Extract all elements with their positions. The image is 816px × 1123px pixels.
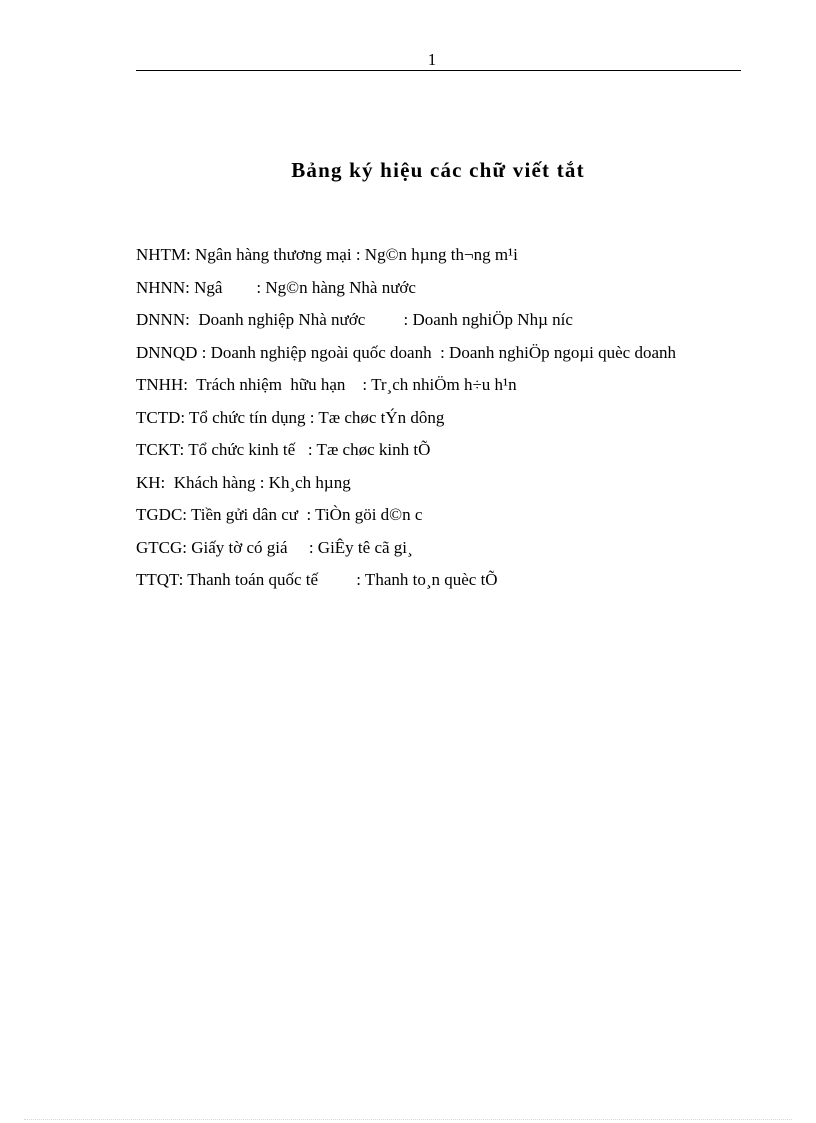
abbreviation-text: Ngâ : Ng©n hàng Nhà nước: [189, 277, 416, 297]
abbreviation-code: NHTM:: [136, 245, 191, 264]
abbreviation-text: Tiền gửi dân cư : TiÒn göi d©n c: [187, 505, 423, 524]
abbreviation-code: TTQT:: [136, 570, 184, 589]
header-rule: [136, 70, 741, 71]
abbreviation-item: [136, 304, 716, 337]
abbreviation-item: [136, 434, 716, 467]
abbreviation-item: [136, 499, 716, 532]
abbreviation-item: [136, 239, 716, 272]
abbreviation-text: Doanh nghiệp Nhà nước : Doanh nghiÖp Nhµ níc: [189, 310, 573, 329]
abbreviation-item: [136, 272, 716, 305]
abbreviation-text: Thanh toán quốc tế : Thanh to¸n quèc tÕ: [183, 570, 498, 589]
abbreviation-text: Tổ chức tín dụng : Tæ chøc tÝn dông: [185, 407, 445, 427]
abbreviation-text: Trách nhiệm hữu hạn : Tr¸ch nhiÖm h÷u h¹n: [187, 375, 517, 394]
document-title: Bảng ký hiệu các chữ viết tắt: [291, 158, 585, 182]
page-number: 1: [427, 50, 437, 69]
abbreviation-item: [136, 564, 716, 597]
abbreviation-text: Ngân hàng thương mại : Ng©n hµng th¬ng m¹i: [190, 245, 518, 264]
abbreviation-text: Tổ chức kinh tế : Tæ chøc kinh tÕ: [184, 440, 431, 459]
abbreviation-item: [136, 369, 716, 402]
abbreviation-code: GTCG:: [136, 537, 187, 557]
abbreviation-code: TCTD:: [136, 407, 186, 427]
abbreviation-list: [136, 239, 716, 597]
abbreviation-code: TCKT:: [136, 440, 185, 459]
abbreviation-code: DNNN:: [136, 310, 190, 329]
abbreviation-code: NHNN:: [136, 277, 190, 297]
abbreviation-item: [136, 337, 716, 370]
footer-dotted-line: [24, 1119, 792, 1120]
abbreviation-code: TGDC:: [136, 505, 187, 524]
abbreviation-code: TNHH:: [136, 375, 188, 394]
abbreviation-text: Khách hàng : Kh¸ch hµng: [165, 472, 351, 492]
abbreviation-text: Giấy tờ có giá : GiÊy tê cã gi¸: [187, 537, 413, 557]
abbreviation-text: : Doanh nghiệp ngoài quốc doanh : Doanh nghiÖp ngoµi quèc doanh: [197, 342, 677, 362]
abbreviation-item: [136, 402, 716, 435]
abbreviation-code: KH:: [136, 472, 166, 492]
abbreviation-item: [136, 532, 716, 565]
abbreviation-item: [136, 467, 716, 500]
abbreviation-code: DNNQD: [136, 342, 198, 362]
